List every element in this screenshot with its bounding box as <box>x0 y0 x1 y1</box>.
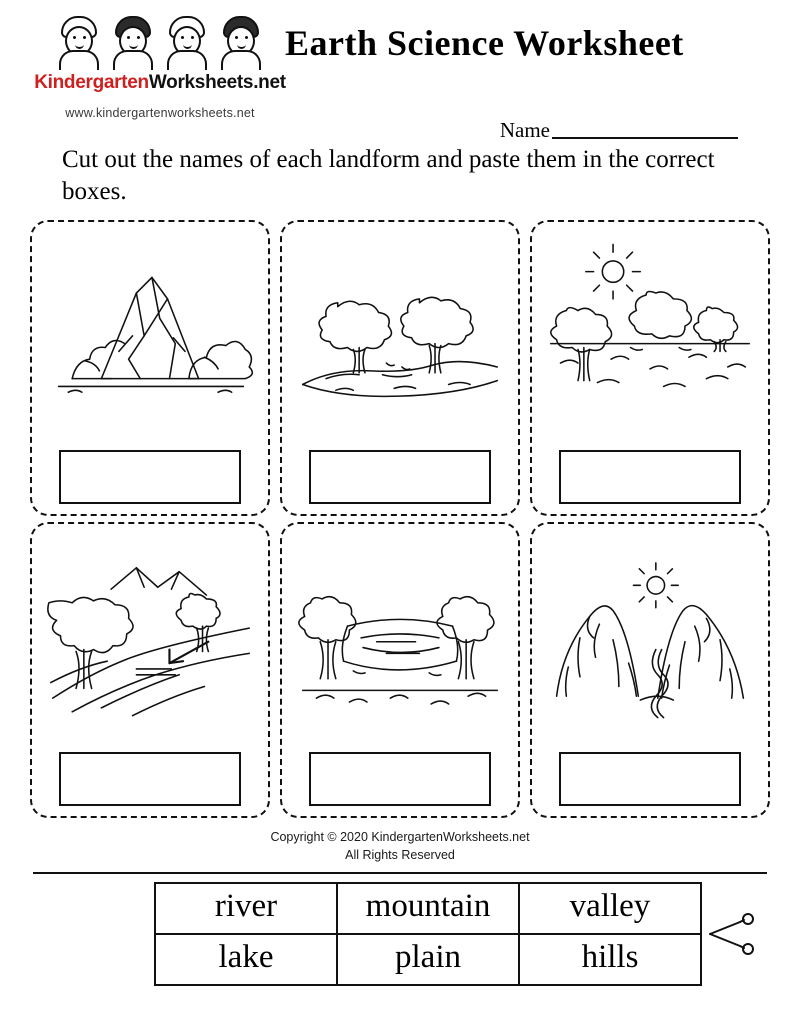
brand-logo-text-secondary: Worksheets.net <box>148 72 286 93</box>
landform-card-grid <box>30 220 770 818</box>
name-label: Name <box>499 118 550 142</box>
rights-line: All Rights Reserved <box>345 848 455 863</box>
word-cell[interactable]: valley <box>519 883 701 934</box>
word-cell[interactable]: plain <box>337 934 519 985</box>
name-input[interactable] <box>552 137 738 139</box>
landform-card <box>30 220 270 516</box>
word-cell[interactable]: lake <box>155 934 337 985</box>
answer-box[interactable] <box>59 450 241 504</box>
table-row <box>155 883 701 934</box>
valley-illustration <box>542 532 758 732</box>
kid-avatar <box>107 14 159 70</box>
cut-line-divider <box>33 872 767 874</box>
kid-avatar <box>53 14 105 70</box>
brand-logo[interactable] <box>30 12 290 120</box>
landform-card <box>530 220 770 516</box>
brand-url: www.kindergartenworksheets.net <box>65 106 255 120</box>
table-row <box>155 934 701 985</box>
answer-box[interactable] <box>559 752 741 806</box>
brand-logo-text <box>30 72 290 94</box>
lake-illustration <box>292 532 508 732</box>
landform-card <box>280 220 520 516</box>
answer-box[interactable] <box>309 450 491 504</box>
brand-logo-text-primary: Kindergarten <box>34 72 149 93</box>
landform-card <box>30 522 270 818</box>
landform-card <box>530 522 770 818</box>
answer-box[interactable] <box>309 752 491 806</box>
footer-copyright <box>0 828 800 864</box>
page-title: Earth Science Worksheet <box>285 23 684 63</box>
river-illustration <box>42 532 258 732</box>
kid-avatar <box>161 14 213 70</box>
worksheet-header <box>0 0 800 140</box>
kid-avatar <box>215 14 267 70</box>
answer-box[interactable] <box>559 450 741 504</box>
landform-card <box>280 522 520 818</box>
instructions-text: Cut out the names of each landform and paste them in the correct boxes. <box>62 146 715 205</box>
word-bank-table <box>154 882 702 986</box>
mountain-illustration <box>42 230 258 430</box>
word-bank-section <box>30 882 770 1012</box>
plain-with-sun-illustration <box>542 230 758 430</box>
name-field <box>500 118 738 143</box>
word-cell[interactable]: river <box>155 883 337 934</box>
answer-box[interactable] <box>59 752 241 806</box>
word-cell[interactable]: mountain <box>337 883 519 934</box>
plain-with-trees-illustration <box>292 230 508 430</box>
four-kids-icon <box>30 12 290 70</box>
scissors-icon <box>706 910 762 958</box>
word-cell[interactable]: hills <box>519 934 701 985</box>
copyright-line: Copyright © 2020 KindergartenWorksheets.net <box>270 830 530 844</box>
